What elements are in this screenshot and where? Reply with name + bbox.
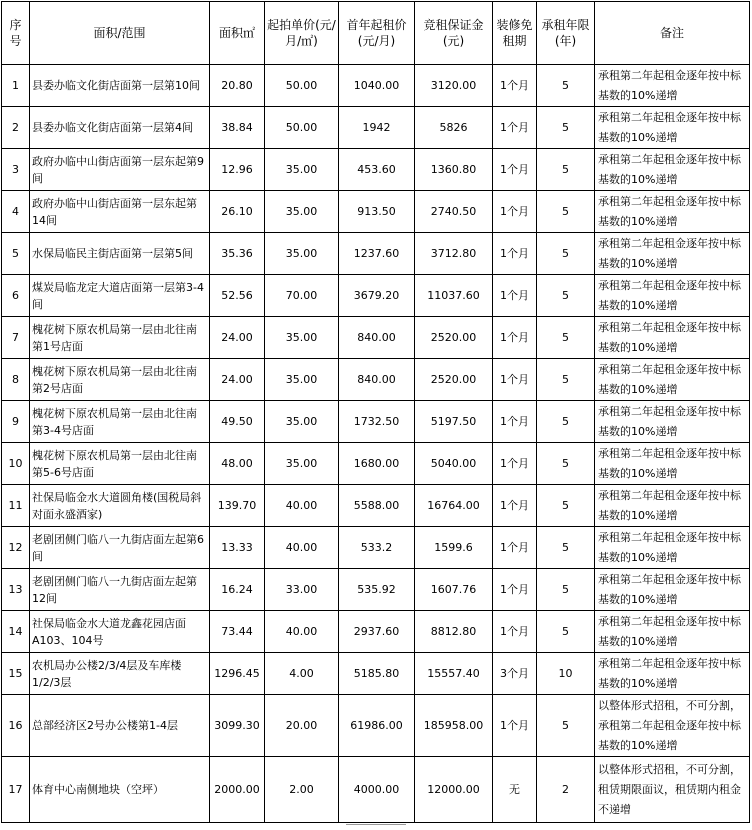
- cell-term: 10: [537, 653, 595, 695]
- cell-no: 6: [2, 275, 30, 317]
- cell-area: 139.70: [210, 485, 265, 527]
- cell-free: 1个月: [493, 569, 537, 611]
- table-row: [2, 275, 750, 317]
- cell-range: 槐花树下原农机局第一层由北往南第1号店面: [30, 317, 210, 359]
- cell-price: 2.00: [265, 757, 339, 823]
- col-remark-header: 备注: [595, 2, 750, 65]
- cell-deposit: 2520.00: [415, 317, 493, 359]
- cell-price: 70.00: [265, 275, 339, 317]
- table-header-row: [2, 2, 750, 65]
- cell-price: 40.00: [265, 611, 339, 653]
- cell-no: 10: [2, 443, 30, 485]
- cell-price: 33.00: [265, 569, 339, 611]
- cell-rent: 535.92: [339, 569, 415, 611]
- cell-area: 26.10: [210, 191, 265, 233]
- cell-range: 槐花树下原农机局第一层由北往南第2号店面: [30, 359, 210, 401]
- cell-term: 5: [537, 233, 595, 275]
- cell-no: 2: [2, 107, 30, 149]
- cell-range: 老剧团侧门临八一九街店面左起第12间: [30, 569, 210, 611]
- cell-area: 13.33: [210, 527, 265, 569]
- table-row: [2, 233, 750, 275]
- cell-free: 无: [493, 757, 537, 823]
- cell-term: 5: [537, 611, 595, 653]
- col-first-year-rent-header: 首年起租价(元/月): [339, 2, 415, 65]
- col-area-header: 面积㎡: [210, 2, 265, 65]
- cell-remark: 承租第二年起租金逐年按中标基数的10%递增: [595, 611, 750, 653]
- lease-table: [1, 1, 750, 823]
- cell-term: 2: [537, 757, 595, 823]
- cell-remark: 承租第二年起租金逐年按中标基数的10%递增: [595, 653, 750, 695]
- cell-deposit: 1599.6: [415, 527, 493, 569]
- cell-area: 52.56: [210, 275, 265, 317]
- table-row: [2, 401, 750, 443]
- table-row: [2, 569, 750, 611]
- cell-range: 体育中心南侧地块（空坪）: [30, 757, 210, 823]
- col-area-range-header: 面积/范围: [30, 2, 210, 65]
- table-row: [2, 653, 750, 695]
- cell-rent: 1680.00: [339, 443, 415, 485]
- cell-free: 1个月: [493, 359, 537, 401]
- cell-price: 35.00: [265, 443, 339, 485]
- cell-remark: 承租第二年起租金逐年按中标基数的10%递增: [595, 317, 750, 359]
- cell-rent: 840.00: [339, 359, 415, 401]
- cell-area: 1296.45: [210, 653, 265, 695]
- cell-range: 社保局临金水大道圆角楼(国税局斜对面永盛酒家): [30, 485, 210, 527]
- cell-remark: 承租第二年起租金逐年按中标基数的10%递增: [595, 65, 750, 107]
- cell-free: 1个月: [493, 107, 537, 149]
- cell-area: 38.84: [210, 107, 265, 149]
- cell-price: 40.00: [265, 485, 339, 527]
- cell-range: 县委办临文化街店面第一层第10间: [30, 65, 210, 107]
- col-free-period-header: 装修免租期: [493, 2, 537, 65]
- cell-no: 14: [2, 611, 30, 653]
- cell-deposit: 11037.60: [415, 275, 493, 317]
- cell-range: 社保局临金水大道龙鑫花园店面A103、104号: [30, 611, 210, 653]
- cell-range: 政府办临中山街店面第一层东起第14间: [30, 191, 210, 233]
- cell-price: 35.00: [265, 359, 339, 401]
- cell-area: 73.44: [210, 611, 265, 653]
- cell-deposit: 2520.00: [415, 359, 493, 401]
- cell-area: 20.80: [210, 65, 265, 107]
- cell-price: 35.00: [265, 317, 339, 359]
- cell-remark: 以整体形式招租，不可分割，承租第二年起租金逐年按中标基数的10%递增: [595, 695, 750, 757]
- cell-remark: 承租第二年起租金逐年按中标基数的10%递增: [595, 527, 750, 569]
- cell-range: 煤炭局临龙定大道店面第一层第3-4间: [30, 275, 210, 317]
- col-start-price-header: 起拍单价(元/月/㎡): [265, 2, 339, 65]
- cell-range: 农机局办公楼2/3/4层及车库楼1/2/3层: [30, 653, 210, 695]
- cell-rent: 1237.60: [339, 233, 415, 275]
- table-row: [2, 757, 750, 823]
- cell-area: 24.00: [210, 317, 265, 359]
- cell-no: 15: [2, 653, 30, 695]
- table-row: [2, 359, 750, 401]
- cell-remark: 承租第二年起租金逐年按中标基数的10%递增: [595, 233, 750, 275]
- cell-range: 槐花树下原农机局第一层由北往南第5-6号店面: [30, 443, 210, 485]
- table-row: [2, 191, 750, 233]
- cell-area: 2000.00: [210, 757, 265, 823]
- cell-free: 1个月: [493, 233, 537, 275]
- cell-area: 12.96: [210, 149, 265, 191]
- cell-range: 总部经济区2号办公楼第1-4层: [30, 695, 210, 757]
- cell-remark: 承租第二年起租金逐年按中标基数的10%递增: [595, 107, 750, 149]
- cell-free: 1个月: [493, 191, 537, 233]
- cell-price: 4.00: [265, 653, 339, 695]
- cell-remark: 承租第二年起租金逐年按中标基数的10%递增: [595, 401, 750, 443]
- cell-remark: 以整体形式招租，不可分割，租赁期限面议，租赁期内租金不递增: [595, 757, 750, 823]
- cell-range: 县委办临文化街店面第一层第4间: [30, 107, 210, 149]
- cell-term: 5: [537, 695, 595, 757]
- cell-deposit: 1360.80: [415, 149, 493, 191]
- cell-deposit: 16764.00: [415, 485, 493, 527]
- table-row: [2, 149, 750, 191]
- cell-deposit: 8812.80: [415, 611, 493, 653]
- page-footer-rule: [346, 824, 406, 829]
- cell-free: 1个月: [493, 527, 537, 569]
- cell-deposit: 2740.50: [415, 191, 493, 233]
- cell-term: 5: [537, 275, 595, 317]
- cell-free: 1个月: [493, 695, 537, 757]
- table-row: [2, 317, 750, 359]
- cell-deposit: 185958.00: [415, 695, 493, 757]
- cell-rent: 3679.20: [339, 275, 415, 317]
- cell-term: 5: [537, 317, 595, 359]
- cell-area: 49.50: [210, 401, 265, 443]
- cell-free: 1个月: [493, 485, 537, 527]
- col-term-header: 承租年限(年): [537, 2, 595, 65]
- cell-term: 5: [537, 191, 595, 233]
- cell-range: 老剧团侧门临八一九街店面左起第6间: [30, 527, 210, 569]
- cell-no: 11: [2, 485, 30, 527]
- cell-remark: 承租第二年起租金逐年按中标基数的10%递增: [595, 569, 750, 611]
- cell-rent: 1942: [339, 107, 415, 149]
- cell-term: 5: [537, 527, 595, 569]
- cell-area: 35.36: [210, 233, 265, 275]
- table-row: [2, 443, 750, 485]
- table-row: [2, 611, 750, 653]
- table-row: [2, 695, 750, 757]
- cell-rent: 1732.50: [339, 401, 415, 443]
- cell-rent: 840.00: [339, 317, 415, 359]
- cell-rent: 533.2: [339, 527, 415, 569]
- cell-rent: 5588.00: [339, 485, 415, 527]
- cell-price: 35.00: [265, 233, 339, 275]
- cell-term: 5: [537, 149, 595, 191]
- cell-area: 48.00: [210, 443, 265, 485]
- cell-free: 1个月: [493, 401, 537, 443]
- cell-no: 12: [2, 527, 30, 569]
- cell-remark: 承租第二年起租金逐年按中标基数的10%递增: [595, 149, 750, 191]
- cell-rent: 4000.00: [339, 757, 415, 823]
- col-no-header: 序号: [2, 2, 30, 65]
- cell-term: 5: [537, 65, 595, 107]
- cell-rent: 2937.60: [339, 611, 415, 653]
- cell-no: 8: [2, 359, 30, 401]
- cell-deposit: 5040.00: [415, 443, 493, 485]
- cell-deposit: 5197.50: [415, 401, 493, 443]
- cell-term: 5: [537, 569, 595, 611]
- cell-range: 水保局临民主街店面第一层第5间: [30, 233, 210, 275]
- cell-price: 35.00: [265, 149, 339, 191]
- cell-price: 35.00: [265, 401, 339, 443]
- cell-term: 5: [537, 107, 595, 149]
- cell-rent: 1040.00: [339, 65, 415, 107]
- cell-no: 9: [2, 401, 30, 443]
- cell-rent: 61986.00: [339, 695, 415, 757]
- cell-area: 16.24: [210, 569, 265, 611]
- cell-free: 1个月: [493, 65, 537, 107]
- cell-no: 13: [2, 569, 30, 611]
- cell-rent: 913.50: [339, 191, 415, 233]
- cell-price: 50.00: [265, 65, 339, 107]
- cell-deposit: 15557.40: [415, 653, 493, 695]
- table-row: [2, 65, 750, 107]
- cell-remark: 承租第二年起租金逐年按中标基数的10%递增: [595, 191, 750, 233]
- cell-no: 5: [2, 233, 30, 275]
- cell-area: 24.00: [210, 359, 265, 401]
- cell-deposit: 1607.76: [415, 569, 493, 611]
- cell-deposit: 3120.00: [415, 65, 493, 107]
- table-row: [2, 485, 750, 527]
- cell-free: 1个月: [493, 611, 537, 653]
- cell-price: 20.00: [265, 695, 339, 757]
- cell-price: 50.00: [265, 107, 339, 149]
- cell-remark: 承租第二年起租金逐年按中标基数的10%递增: [595, 275, 750, 317]
- cell-no: 17: [2, 757, 30, 823]
- cell-free: 1个月: [493, 275, 537, 317]
- cell-no: 4: [2, 191, 30, 233]
- cell-remark: 承租第二年起租金逐年按中标基数的10%递增: [595, 485, 750, 527]
- cell-no: 16: [2, 695, 30, 757]
- cell-rent: 453.60: [339, 149, 415, 191]
- cell-area: 3099.30: [210, 695, 265, 757]
- cell-price: 40.00: [265, 527, 339, 569]
- cell-free: 1个月: [493, 317, 537, 359]
- cell-term: 5: [537, 359, 595, 401]
- cell-range: 政府办临中山街店面第一层东起第9间: [30, 149, 210, 191]
- cell-term: 5: [537, 401, 595, 443]
- table-row: [2, 527, 750, 569]
- cell-term: 5: [537, 443, 595, 485]
- table-row: [2, 107, 750, 149]
- cell-free: 3个月: [493, 653, 537, 695]
- cell-free: 1个月: [493, 149, 537, 191]
- cell-remark: 承租第二年起租金逐年按中标基数的10%递增: [595, 443, 750, 485]
- cell-range: 槐花树下原农机局第一层由北往南第3-4号店面: [30, 401, 210, 443]
- cell-deposit: 12000.00: [415, 757, 493, 823]
- cell-no: 3: [2, 149, 30, 191]
- col-deposit-header: 竞租保证金(元): [415, 2, 493, 65]
- cell-term: 5: [537, 485, 595, 527]
- cell-remark: 承租第二年起租金逐年按中标基数的10%递增: [595, 359, 750, 401]
- cell-price: 35.00: [265, 191, 339, 233]
- cell-deposit: 3712.80: [415, 233, 493, 275]
- cell-rent: 5185.80: [339, 653, 415, 695]
- cell-deposit: 5826: [415, 107, 493, 149]
- cell-free: 1个月: [493, 443, 537, 485]
- cell-no: 7: [2, 317, 30, 359]
- cell-no: 1: [2, 65, 30, 107]
